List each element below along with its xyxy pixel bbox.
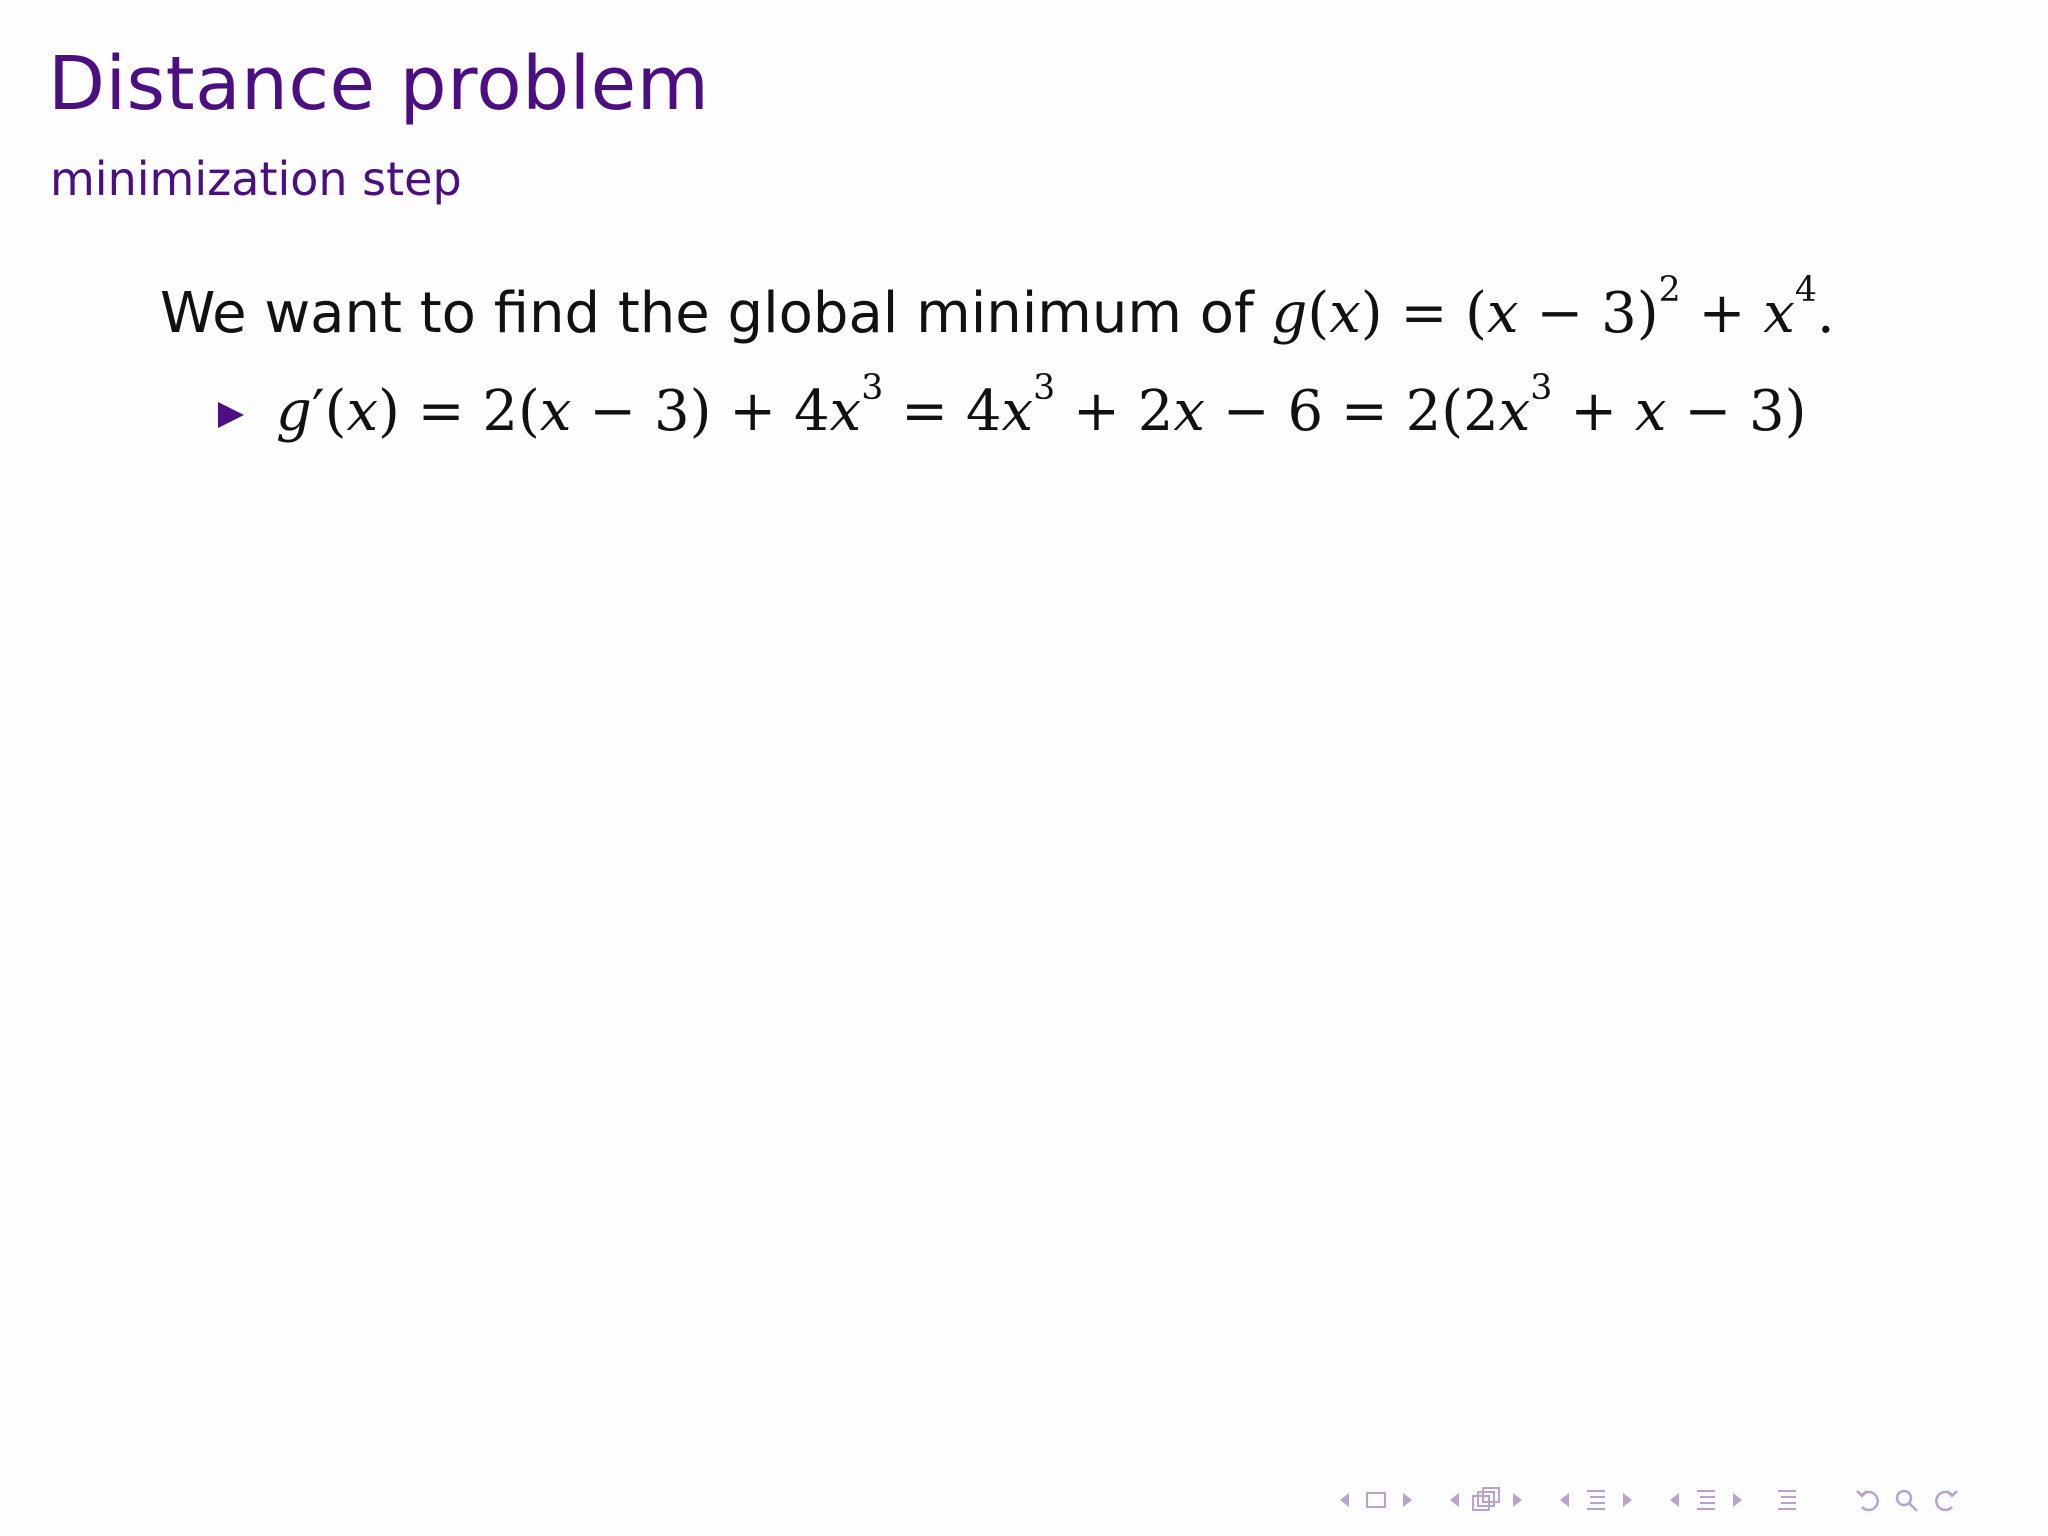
variable-x: x bbox=[346, 379, 379, 444]
variable-x: x bbox=[829, 379, 862, 444]
variable-x: x bbox=[1001, 379, 1034, 444]
period: . bbox=[1816, 281, 1835, 346]
prime: ′ bbox=[311, 379, 325, 444]
formula-part: − 6 = 2(2 bbox=[1204, 379, 1499, 444]
nav-tools bbox=[1852, 1486, 1962, 1514]
slide-title: Distance problem bbox=[48, 41, 710, 127]
variable-x: x bbox=[539, 379, 572, 444]
variable-x: x bbox=[1634, 379, 1667, 444]
variable-x: x bbox=[1763, 281, 1795, 346]
document-next-icon[interactable] bbox=[1733, 1493, 1742, 1507]
forward-icon[interactable] bbox=[1928, 1486, 1962, 1514]
subsection-nav bbox=[1440, 1486, 1532, 1514]
formula-part: − 3) bbox=[1666, 379, 1807, 444]
triangle-bullet-icon bbox=[218, 402, 244, 428]
beamer-navigation-bar bbox=[1330, 1486, 1962, 1514]
intro-formula bbox=[1271, 269, 1835, 346]
exponent: 3 bbox=[1530, 367, 1553, 408]
toc-icon[interactable] bbox=[1770, 1486, 1804, 1514]
subsection-next-icon[interactable] bbox=[1513, 1493, 1522, 1507]
slide-subtitle: minimization step bbox=[50, 152, 462, 206]
section-prev-icon[interactable] bbox=[1560, 1493, 1569, 1507]
formula-part: ) = 2( bbox=[378, 379, 540, 444]
variable-x: x bbox=[1173, 379, 1205, 444]
section-next-icon[interactable] bbox=[1623, 1493, 1632, 1507]
search-icon[interactable] bbox=[1890, 1486, 1924, 1514]
function-name: g bbox=[1271, 281, 1308, 346]
section-icon[interactable] bbox=[1579, 1486, 1613, 1514]
paren-open: ( bbox=[1307, 281, 1330, 346]
formula-part: + bbox=[1552, 379, 1635, 444]
bullet-item bbox=[218, 367, 1807, 445]
exponent: 4 bbox=[1794, 269, 1817, 310]
exponent: 3 bbox=[861, 367, 884, 408]
subsection-prev-icon[interactable] bbox=[1450, 1493, 1459, 1507]
toc-nav bbox=[1770, 1486, 1804, 1514]
formula-part: = 4 bbox=[883, 379, 1002, 444]
subsection-icon[interactable] bbox=[1469, 1486, 1503, 1514]
frame-icon[interactable] bbox=[1359, 1486, 1393, 1514]
formula-part: + 2 bbox=[1055, 379, 1174, 444]
formula-part: − 3) + 4 bbox=[571, 379, 830, 444]
variable-x: x bbox=[1329, 281, 1361, 346]
minus-three: − 3) bbox=[1518, 281, 1659, 346]
variable-x: x bbox=[1498, 379, 1531, 444]
variable-x: x bbox=[1487, 281, 1519, 346]
plus: + bbox=[1680, 281, 1764, 346]
exponent: 2 bbox=[1658, 269, 1681, 310]
document-icon[interactable] bbox=[1689, 1486, 1723, 1514]
frame-prev-icon[interactable] bbox=[1340, 1493, 1349, 1507]
equals-open: = ( bbox=[1382, 281, 1488, 346]
intro-statement bbox=[160, 269, 1835, 347]
derivative-formula bbox=[276, 367, 1807, 445]
intro-text: We want to find the global minimum of bbox=[160, 281, 1272, 346]
frame-nav bbox=[1330, 1486, 1422, 1514]
back-icon[interactable] bbox=[1852, 1486, 1886, 1514]
document-nav bbox=[1660, 1486, 1752, 1514]
paren-open: ( bbox=[324, 379, 347, 444]
paren-close: ) bbox=[1360, 281, 1383, 346]
exponent: 3 bbox=[1033, 367, 1056, 408]
document-prev-icon[interactable] bbox=[1670, 1493, 1679, 1507]
frame-next-icon[interactable] bbox=[1403, 1493, 1412, 1507]
section-nav bbox=[1550, 1486, 1642, 1514]
function-name: g bbox=[276, 379, 312, 444]
